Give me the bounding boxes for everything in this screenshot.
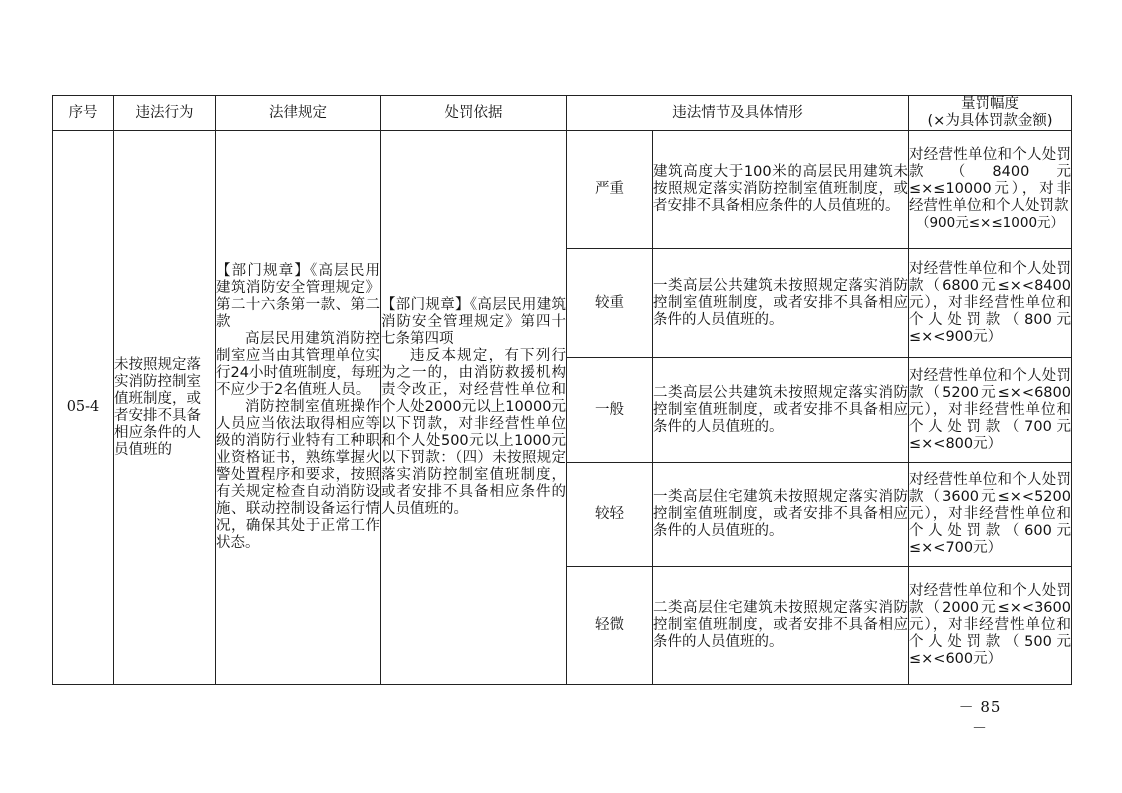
level-cell: 较重 — [567, 249, 653, 358]
level-cell: 一般 — [567, 358, 653, 463]
header-act: 违法行为 — [114, 96, 216, 131]
penalty-range-main: 对经营性单位和个人处罚款（6800元≤×<8400元），对非经营性单位和个人处罚款（800元≤×<900元） — [909, 260, 1071, 345]
penalty-range-cell — [909, 463, 1072, 567]
header-range-line1: 量罚幅度 — [961, 96, 1019, 112]
level-cell: 严重 — [567, 131, 653, 249]
law-paragraph-2: 消防控制室值班操作人员应当依法取得相应等级的消防行业特有工种职业资格证书，熟练掌握火警处置程序和要求，按照有关规定检查自动消防设施、联动控制设备运行情况，确保其处于正常工作状态。 — [216, 399, 380, 551]
penalty-range-cell — [909, 567, 1072, 685]
law-provision-cell — [216, 131, 381, 685]
circumstance-cell: 二类高层住宅建筑未按照规定落实消防控制室值班制度，或者安排不具备相应条件的人员值班的。 — [653, 567, 909, 685]
table-row — [53, 131, 1072, 249]
header-range-line2: (×为具体罚款金额) — [927, 113, 1053, 129]
level-cell: 较轻 — [567, 463, 653, 567]
header-law: 法律规定 — [216, 96, 381, 131]
law-title: 【部门规章】《高层民用建筑消防安全管理规定》第二十六条第一款、第二款 — [216, 263, 380, 330]
penalty-range-cell — [909, 358, 1072, 463]
violation-act-cell: 未按照规定落实消防控制室值班制度，或者安排不具备相应条件的人员值班的 — [114, 131, 216, 685]
penalty-standards-table — [52, 95, 1072, 685]
penalty-range-main: 对经营性单位和个人处罚款（2000元≤×<3600元），对非经营性单位和个人处罚款（500元≤×<600元） — [909, 583, 1071, 667]
circumstance-cell: 二类高层公共建筑未按照规定落实消防控制室值班制度，或者安排不具备相应条件的人员值班的。 — [653, 358, 909, 463]
circumstance-cell: 一类高层公共建筑未按照规定落实消防控制室值班制度，或者安排不具备相应条件的人员值班的。 — [653, 249, 909, 358]
page-number: － 85 － — [958, 698, 1002, 737]
circumstance-cell: 一类高层住宅建筑未按照规定落实消防控制室值班制度，或者安排不具备相应条件的人员值班的。 — [653, 463, 909, 567]
penalty-range-cell — [909, 131, 1072, 249]
penalty-basis-cell — [381, 131, 567, 685]
header-basis: 处罚依据 — [381, 96, 567, 131]
header-range — [909, 96, 1072, 131]
basis-body: 违反本规定，有下列行为之一的，由消防救援机构责令改正，对经营性单位和个人处2000元以上10000元以下罚款，对非经营性单位和个人处500元以上1000元以下罚款：（四）未按照规定落实消防控制室值班制度，或者安排不具备相应条件的人员值班的。 — [381, 348, 566, 517]
law-paragraph-1: 高层民用建筑消防控制室应当由其管理单位实行24小时值班制度，每班不应少于2名值班人员。 — [216, 331, 380, 398]
header-serial: 序号 — [53, 96, 114, 131]
header-circumstance: 违法情节及具体情形 — [567, 96, 909, 131]
circumstance-cell: 建筑高度大于100米的高层民用建筑未按照规定落实消防控制室值班制度，或者安排不具备相应条件的人员值班的。 — [653, 131, 909, 249]
penalty-range-main: 对经营性单位和个人处罚款（5200元≤×<6800元），对非经营性单位和个人处罚款（700元≤×<800元） — [909, 367, 1071, 452]
penalty-range-cell — [909, 249, 1072, 358]
basis-title: 【部门规章】《高层民用建筑消防安全管理规定》第四十七条第四项 — [381, 297, 566, 347]
serial-cell: 05-4 — [53, 131, 114, 685]
penalty-range-tail: （900元≤×≤1000元） — [915, 215, 1065, 231]
header-row — [53, 96, 1072, 131]
level-cell: 轻微 — [567, 567, 653, 685]
penalty-range-main: 对经营性单位和个人处罚款（8400元≤×≤10000元），对非经营性单位和个人处罚款 — [909, 147, 1071, 214]
penalty-range-main: 对经营性单位和个人处罚款（3600元≤×<5200元），对非经营性单位和个人处罚款（600元≤×<700元） — [909, 472, 1071, 556]
